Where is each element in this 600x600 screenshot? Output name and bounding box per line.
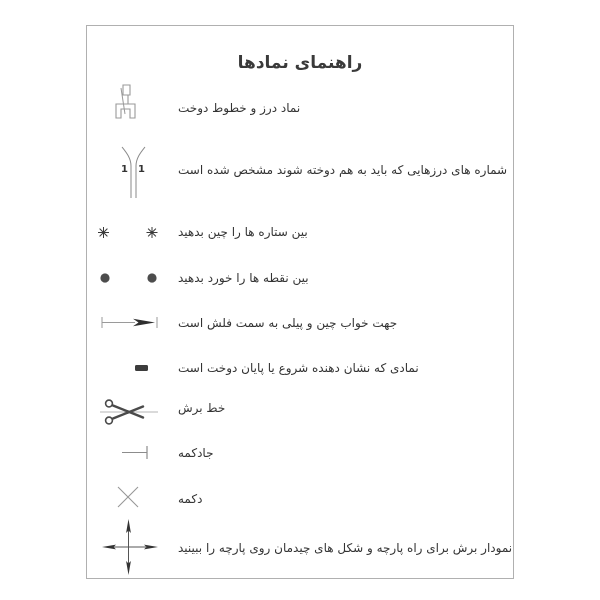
stars-icon	[96, 225, 160, 244]
seam-number-left: 1	[121, 164, 128, 175]
star-right	[147, 227, 158, 238]
row-label-stars: بین ستاره ها را چین بدهید	[178, 225, 308, 239]
row-label-arrow: جهت خواب چین و پیلی به سمت فلش است	[178, 316, 398, 330]
row-label-cut-line: خط برش	[178, 401, 226, 415]
row-label-button: دکمه	[178, 492, 203, 506]
row-label-seam-lines: نماد درز و خطوط دوخت	[178, 101, 301, 115]
star-left	[98, 227, 109, 238]
seam-number-right: 1	[138, 164, 145, 175]
start-end-mark-icon	[135, 365, 148, 371]
seam-numbers-icon	[110, 144, 158, 202]
row-label-dots: بین نقطه ها را خورد بدهید	[178, 271, 309, 285]
grain-arrow-icon	[99, 314, 161, 335]
row-label-seam-numbers: شماره های درزهایی که باید به هم دوخته شوند مشخص شده است	[178, 163, 508, 177]
button-x-icon	[116, 485, 140, 513]
row-label-buttonhole: جادکمه	[178, 446, 214, 460]
page-title: راهنمای نمادها	[237, 53, 363, 73]
buttonhole-icon	[120, 444, 152, 465]
row-label-start-end: نمادی که نشان دهنده شروع یا پایان دوخت است	[178, 361, 419, 375]
layout-cross-icon	[98, 517, 162, 583]
dots-icon	[98, 270, 160, 289]
scissors-icon	[98, 398, 160, 430]
row-label-layout: نمودار برش برای راه پارچه و شکل های چیدمان روی پارچه را ببینید	[178, 541, 513, 555]
presser-foot-icon	[112, 84, 140, 128]
